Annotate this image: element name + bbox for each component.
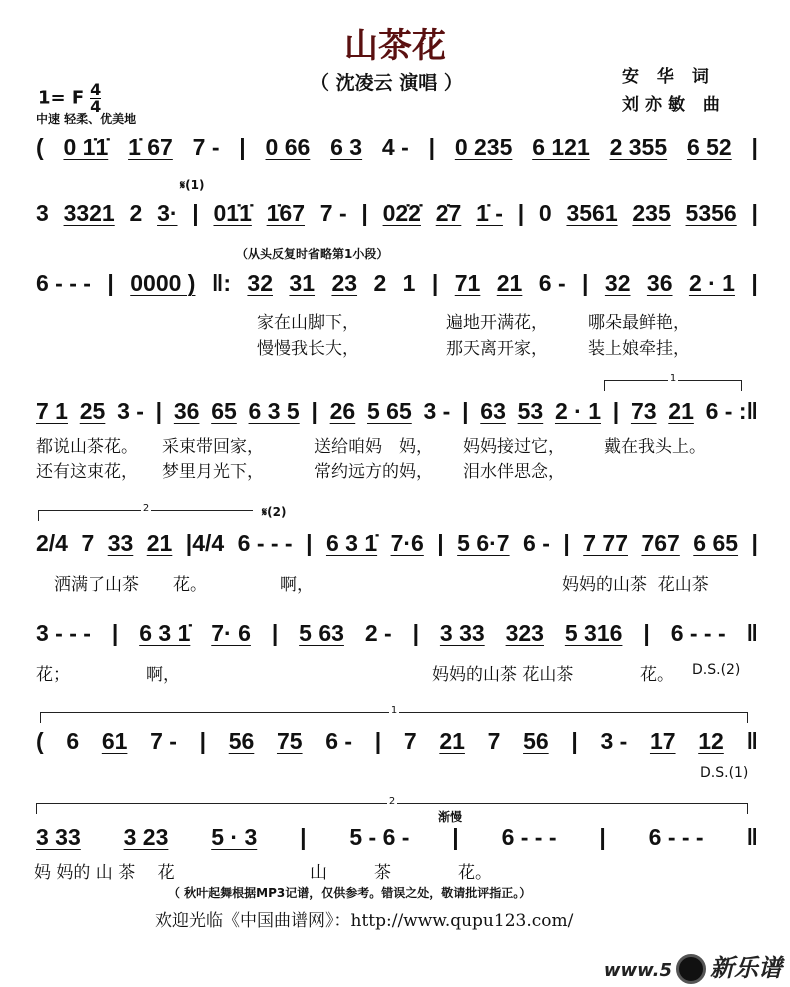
barline: | (374, 728, 382, 754)
barline: | (155, 398, 163, 424)
barline: ‖ (746, 620, 758, 646)
watermark-prefix: www.5 (603, 960, 672, 981)
notation-row-7 (36, 728, 758, 755)
measure-notes: 6 121 (532, 134, 590, 160)
watermark (604, 948, 782, 984)
barline: | (271, 620, 279, 646)
barline: ‖ (746, 728, 758, 754)
measure-notes: 6 65 (693, 530, 739, 556)
barline: ‖: (211, 270, 231, 296)
measure-notes: 65 (211, 398, 237, 424)
measure-notes: 3 - - - (36, 620, 91, 646)
volta-number: 2 (142, 503, 150, 514)
disc-icon (676, 954, 706, 984)
barline: ( (36, 728, 44, 754)
measure-notes: 26 (329, 398, 356, 424)
volta-number: 1 (669, 373, 677, 384)
barline: | (751, 134, 758, 160)
measure-notes: 7 - (192, 134, 220, 160)
barline: | (582, 270, 589, 296)
barline: | (311, 398, 318, 424)
measure-notes: 6 3 5 (248, 398, 300, 424)
measure-notes: 7 1 (36, 398, 68, 424)
lyric: 装上娘牵挂， (588, 339, 690, 359)
lyric: 妈妈接过它， (463, 437, 565, 457)
measure-notes: 4 - (381, 134, 409, 160)
volta-1-b (40, 705, 748, 723)
measure-notes: 21 (496, 270, 523, 296)
notation-row-2 (36, 200, 758, 227)
lyric: 还有这束花， (36, 462, 138, 482)
segno-1: 𝄋(1) (180, 178, 205, 192)
notation-row-8 (36, 824, 758, 851)
measure-notes: 5 63 (299, 620, 344, 646)
barline: | (751, 530, 758, 556)
measure-notes: 5 65 (366, 398, 412, 424)
measure-notes: 23 (331, 270, 358, 296)
lyric: 送给咱妈 妈， (314, 437, 433, 457)
measure-notes: 32 (604, 270, 631, 296)
measure-notes: 33 (107, 530, 134, 556)
composer: 刘亦敏 曲 (622, 95, 726, 115)
measure-notes: 0 (538, 200, 552, 226)
measure-notes: 6 - - - (670, 620, 726, 646)
measure-notes: 5 · 3 (211, 824, 258, 850)
measure-notes: 73 (630, 398, 657, 424)
barline: | (306, 530, 313, 556)
measure-notes: 3 33 (439, 620, 485, 646)
lyric: 啊， (280, 575, 314, 595)
measure-notes: 3· (157, 200, 178, 226)
measure-notes: 3 33 (36, 824, 81, 850)
measure-notes: 5356 (685, 200, 737, 226)
measure-notes: 3 - (423, 398, 451, 424)
measure-notes: 36 (173, 398, 200, 424)
barline: | (199, 728, 207, 754)
lyric: 花； (36, 665, 70, 685)
measure-notes: 21 (439, 728, 465, 754)
measure-notes: 1̇ - (476, 200, 503, 226)
lyric: 啊， (146, 665, 180, 685)
lyric: 茶 (374, 863, 391, 883)
repeat-note: （从头反复时省略第1小段） (236, 247, 389, 261)
measure-notes: 7·6 (390, 530, 424, 556)
measure-notes: 7 - (319, 200, 347, 226)
barline: | (431, 270, 439, 296)
lyric: 遍地开满花， (446, 313, 548, 333)
measure-notes: 2 - (364, 620, 392, 646)
measure-notes: 235 (632, 200, 671, 226)
barline: | (192, 200, 199, 226)
measure-notes: 12 (698, 728, 724, 754)
measure-notes: 5 - 6 - (349, 824, 410, 850)
barline: | (517, 200, 525, 226)
measure-notes: 2 · 1 (688, 270, 735, 296)
volta-1 (604, 373, 742, 391)
measure-notes: 6 - (523, 530, 550, 556)
measure-notes: 323 (505, 620, 544, 646)
measure-notes: 7 - (150, 728, 177, 754)
lyric: 妈 妈的 山 茶 花 (34, 863, 175, 883)
lyric: 慢慢我长大， (257, 339, 359, 359)
lyric: 花。 (640, 665, 674, 685)
measure-notes: 6 3 1̇ (139, 620, 191, 646)
measure-notes: 21 (146, 530, 173, 556)
barline: |4/4 (185, 530, 225, 556)
measure-notes: 6 - - - (36, 270, 91, 296)
measure-notes: 2 355 (609, 134, 668, 160)
measure-notes: 6 52 (686, 134, 732, 160)
measure-notes: 53 (517, 398, 544, 424)
barline: | (563, 530, 570, 556)
lyric: 都说山茶花。 (36, 437, 138, 457)
lyric: 哪朵最鲜艳， (588, 313, 690, 333)
barline: | (437, 530, 444, 556)
measure-notes: 0 1̇1̇ (63, 134, 109, 160)
measure-notes: 1 (402, 270, 416, 296)
song-title: 山茶花 (344, 26, 446, 66)
barline: | (428, 134, 436, 160)
measure-notes: 3 (36, 200, 49, 226)
measure-notes: 6 (66, 728, 80, 754)
lyric: 戴在我头上。 (604, 437, 706, 457)
notation-row-6 (36, 620, 758, 647)
barline: | (751, 270, 758, 296)
measure-notes: 17 (649, 728, 676, 754)
barline: | (361, 200, 368, 226)
measure-notes: 3 - (600, 728, 628, 754)
measure-notes: 6 - - - (237, 530, 293, 556)
measure-notes: 2̇7 (435, 200, 462, 226)
measure-notes: 56 (228, 728, 255, 754)
measure-notes: 1̇ 67 (128, 134, 173, 160)
ritardando: 渐慢 (438, 810, 463, 824)
barline: | (612, 398, 620, 424)
measure-notes: 3321 (63, 200, 115, 226)
lyric: 花。 (458, 863, 492, 883)
segno-2: 𝄋(2) (262, 505, 287, 519)
measure-notes: 2 (373, 270, 387, 296)
measure-notes: 6 3 (330, 134, 363, 160)
measure-notes: 7 (403, 728, 417, 754)
measure-notes: 6 - - - (648, 824, 704, 850)
volta-2 (38, 503, 253, 521)
barline: | (107, 270, 114, 296)
barline: | (300, 824, 307, 850)
lyric: 常约远方的妈， (314, 462, 433, 482)
barline: | (111, 620, 119, 646)
ds-1: D.S.(1) (700, 765, 749, 781)
measure-notes: 7 (81, 530, 95, 556)
barline: | (751, 200, 758, 226)
measure-notes: 7 77 (583, 530, 628, 556)
lyric: 那天离开家， (446, 339, 548, 359)
notation-row-3 (36, 270, 758, 297)
watermark-brand: 新乐谱 (710, 954, 782, 982)
barline: | (599, 824, 606, 850)
measure-notes: 1̇67 (266, 200, 305, 226)
lyric: 梦里月光下， (162, 462, 264, 482)
measure-notes: 0 66 (265, 134, 311, 160)
measure-notes: 0 235 (454, 134, 513, 160)
performer: （ 沈凌云 演唱 ） (310, 72, 463, 94)
barline: | (412, 620, 420, 646)
measure-notes: 5 6·7 (457, 530, 510, 556)
measure-notes: 767 (641, 530, 680, 556)
barline: | (452, 824, 459, 850)
notation-row-1 (36, 134, 758, 161)
notation-row-4 (36, 398, 758, 425)
measure-notes: 6 3 1̇ (325, 530, 378, 556)
measure-notes: 2 · 1 (554, 398, 601, 424)
lyric: 泪水伴思念， (463, 462, 565, 482)
volta-number: 1 (390, 705, 398, 716)
lyric: 妈妈的山茶 花山茶 (562, 575, 709, 595)
measure-notes: 75 (276, 728, 303, 754)
measure-notes: 2 (129, 200, 143, 226)
measure-notes: 7· 6 (211, 620, 251, 646)
measure-notes: 2/4 (36, 530, 68, 556)
measure-notes: 71 (454, 270, 481, 296)
barline: ( (36, 134, 44, 160)
barline: | (643, 620, 650, 646)
measure-notes: 6 - (538, 270, 566, 296)
notation-row-5 (36, 530, 758, 557)
measure-notes: 56 (523, 728, 549, 754)
barline: | (462, 398, 469, 424)
key: 1= F (38, 87, 85, 109)
transcriber-note: （ 秋叶起舞根据MP3记谱，仅供参考。错误之处，敬请批评指正。） (168, 886, 532, 900)
measure-notes: 3 23 (123, 824, 169, 850)
barline: 6 - :‖ (705, 398, 758, 424)
measure-notes: 6 - (325, 728, 353, 754)
ds-2: D.S.(2) (692, 662, 741, 678)
lyric: 家在山脚下， (257, 313, 359, 333)
barline: | (239, 134, 246, 160)
measure-notes: 6 - - - (501, 824, 557, 850)
measure-notes: 7 (487, 728, 501, 754)
measure-notes: 63 (480, 398, 506, 424)
barline: | (571, 728, 578, 754)
time-top: 4 (90, 80, 102, 99)
lyric: 洒满了山茶 花。 (54, 575, 207, 595)
lyric: 采束带回家， (162, 437, 264, 457)
tempo-marking: 中速 轻柔、优美地 (36, 112, 137, 126)
measure-notes: 01̇1̇ (213, 200, 252, 226)
measure-notes: 02̇2̇ (382, 200, 421, 226)
volta-2-b (36, 796, 748, 814)
barline: ‖ (746, 824, 758, 850)
time-bottom: 4 (90, 97, 102, 116)
measure-notes: 3561 (566, 200, 618, 226)
lyricist: 安 华 词 (622, 67, 715, 87)
measure-notes: 25 (79, 398, 106, 424)
lyric: 山 (310, 863, 327, 883)
lyric: 妈妈的山茶 花山茶 (432, 665, 574, 685)
site-link[interactable]: 欢迎光临《中国曲谱网》：http://www.qupu123.com/ (155, 911, 574, 931)
measure-notes: 21 (668, 398, 694, 424)
measure-notes: 3 - (117, 398, 144, 424)
measure-notes: 0000 ) (130, 270, 196, 296)
measure-notes: 5 316 (564, 620, 623, 646)
measure-notes: 61 (101, 728, 128, 754)
measure-notes: 31 (289, 270, 316, 296)
measure-notes: 32 (247, 270, 273, 296)
measure-notes: 36 (646, 270, 673, 296)
volta-number: 2 (388, 796, 396, 807)
